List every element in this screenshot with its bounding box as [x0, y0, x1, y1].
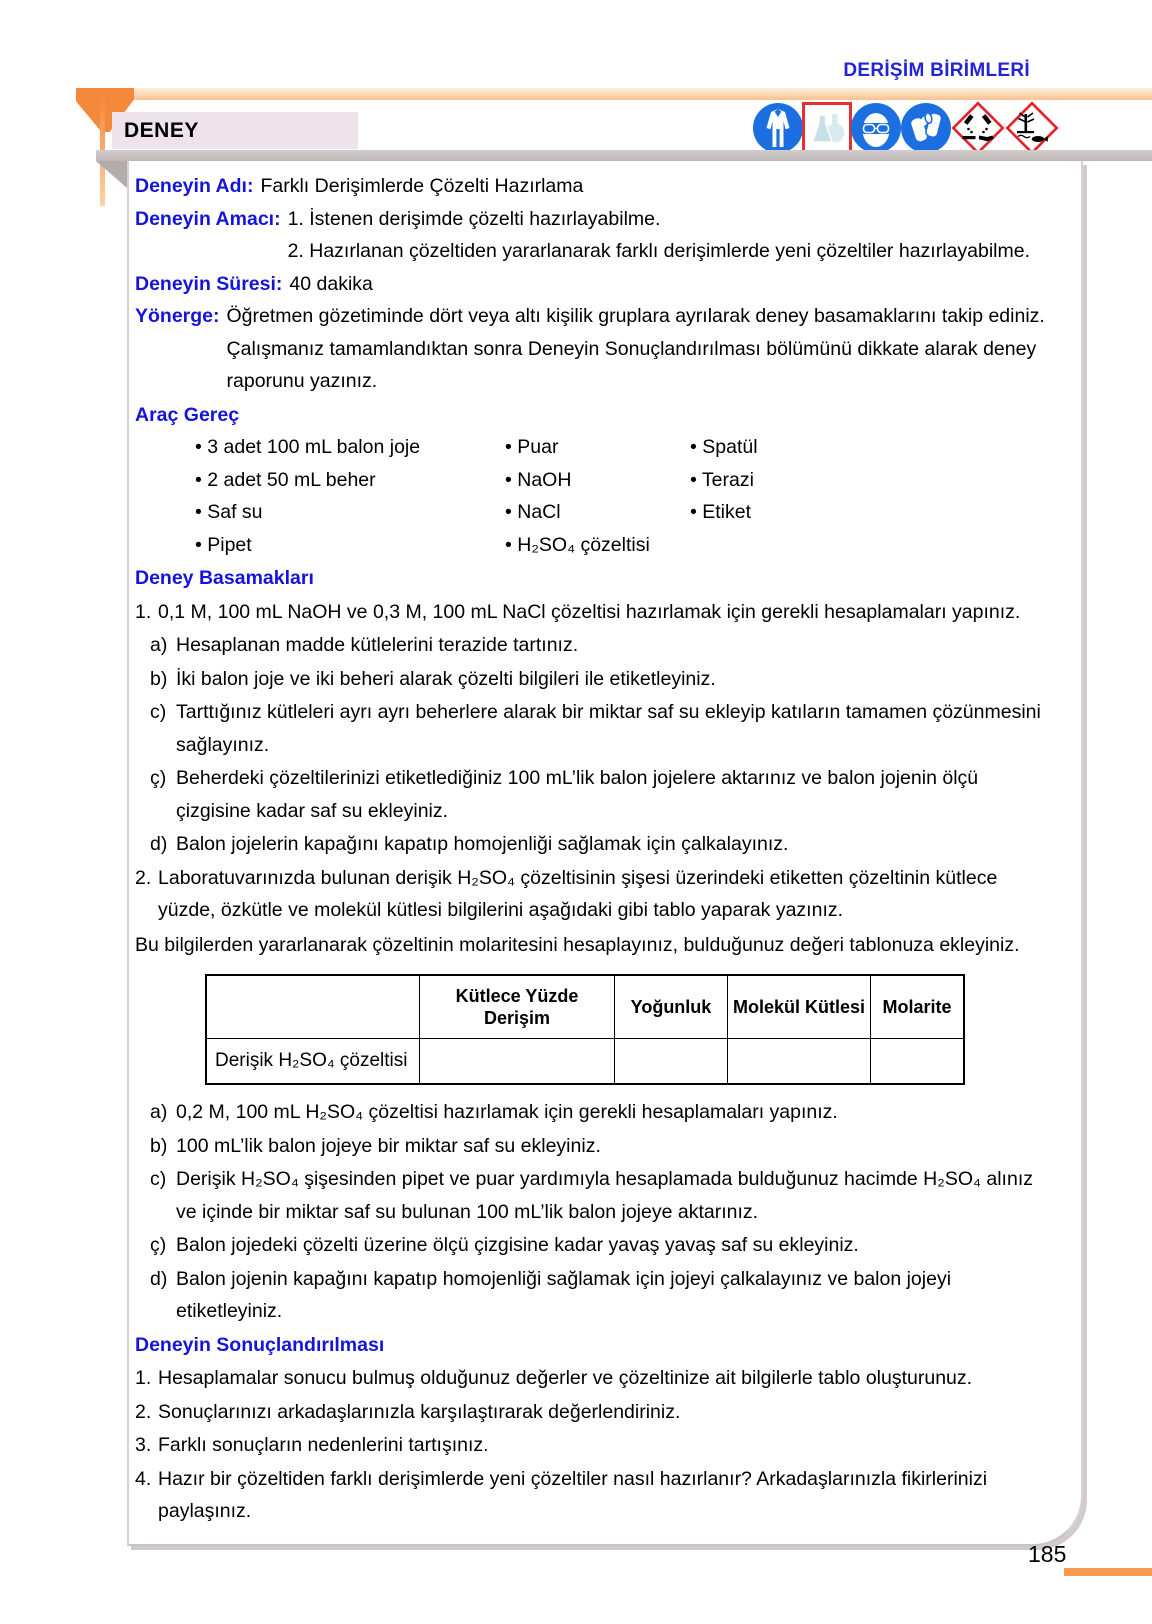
material-item: • Spatül — [690, 431, 758, 464]
step-marker: ç) — [150, 1234, 167, 1256]
table-cell-density — [615, 1039, 728, 1085]
molarity-note: Bu bilgilerden yararlanarak çözeltinin molaritesini hesaplayınız, bulduğunuz değeri tablonuza ekleyiniz. — [135, 933, 1020, 956]
section-title: DENEY — [124, 118, 199, 142]
step-marker: a) — [150, 1101, 168, 1123]
material-item: • NaCl — [505, 496, 690, 529]
step-item — [150, 828, 1047, 861]
table-row — [206, 1039, 964, 1085]
step-text: Hesaplanan madde kütlelerini terazide tartınız. — [176, 634, 579, 656]
experiment-directive-row — [135, 300, 1047, 398]
table-header-empty — [206, 975, 420, 1039]
step-marker: c) — [150, 1168, 167, 1190]
environmental-hazard-icon — [1004, 100, 1060, 156]
experiment-name-label: Deneyin Adı: — [135, 175, 254, 197]
table-cell-mass-percent — [420, 1039, 615, 1085]
step-item — [150, 1163, 1047, 1228]
h2so4-data-table — [205, 974, 965, 1085]
table-header-molarity: Molarite — [871, 975, 965, 1039]
step-marker: d) — [150, 833, 168, 855]
experiment-purpose-label: Deneyin Amacı: — [135, 207, 281, 230]
steps-title: Deney Basamakları — [135, 567, 314, 589]
step-marker: a) — [150, 634, 168, 656]
step-marker: d) — [150, 1267, 168, 1290]
materials-column-1 — [195, 431, 505, 561]
experiment-duration-label: Deneyin Süresi: — [135, 272, 283, 295]
step-item — [150, 696, 1047, 761]
experiment-directive-label: Yönerge: — [135, 305, 220, 327]
experiment-name-value: Farklı Derişimlerde Çözelti Hazırlama — [260, 175, 584, 197]
bottom-orange-bar — [1064, 1568, 1152, 1576]
purpose-item: 2. Hazırlanan çözeltiden yararlanarak farklı derişimlerde yeni çözeltiler hazırlayabilme. — [287, 240, 1030, 262]
table-cell-molecular-mass — [728, 1039, 871, 1085]
result-text: Hesaplamalar sonucu bulmuş olduğunuz değerler ve çözeltinize ait bilgilerle tablo oluşturunuz. — [158, 1367, 973, 1389]
step-text: Tarttığınız kütleleri ayrı ayrı beherlere alarak bir miktar saf su ekleyip katıların tamamen çözünmesini sağlayınız. — [176, 701, 1041, 756]
material-item: • Puar — [505, 431, 690, 464]
top-orange-bar — [76, 88, 1152, 100]
purpose-item: 1. İstenen derişimde çözelti hazırlayabilme. — [287, 207, 661, 230]
step-marker: c) — [150, 701, 167, 723]
result-marker: 1. — [135, 1367, 152, 1389]
table-cell-molarity — [871, 1039, 965, 1085]
material-item: • NaOH — [505, 464, 690, 497]
step-text: Beherdeki çözeltilerinizi etiketlediğiniz 100 mL’lik balon jojelere aktarınız ve balon jojenin ölçü çizgisine kadar saf su ekleyiniz. — [176, 767, 979, 822]
table-header-density: Yoğunluk — [615, 975, 728, 1039]
safety-icons-row — [752, 100, 1058, 156]
result-text: Sonuçlarınızı arkadaşlarınızla karşılaştırarak değerlendiriniz. — [158, 1400, 681, 1423]
result-item — [135, 1396, 1047, 1429]
page-number: 185 — [1028, 1541, 1067, 1567]
results-list — [135, 1362, 1047, 1528]
protective-gloves-icon — [900, 102, 952, 154]
experiment-panel — [127, 161, 1083, 1546]
result-item — [135, 1463, 1047, 1528]
material-item: • Terazi — [690, 464, 758, 497]
step-item — [150, 663, 1047, 696]
step-marker: 2. — [135, 866, 152, 889]
protective-clothing-icon — [752, 102, 804, 154]
step-text: Laboratuvarınızda bulunan derişik H₂SO₄ çözeltisinin şişesi üzerindeki etiketten çözeltinin kütlece yüzde, özkütle ve molekül kütlesi bilgilerini aşağıdaki gibi tablo yaparak yazınız. — [158, 866, 998, 921]
steps-list-2 — [135, 1096, 1047, 1328]
result-item — [135, 1362, 1047, 1395]
experiment-purpose-row — [135, 203, 1047, 268]
step-marker: b) — [150, 1134, 168, 1157]
corrosive-hazard-icon — [950, 100, 1006, 156]
materials-columns — [195, 431, 1047, 561]
result-marker: 3. — [135, 1434, 152, 1456]
step-text: Balon jojelerin kapağını kapatıp homojenliği sağlamak için çalkalayınız. — [176, 833, 789, 855]
step-item — [150, 1263, 1047, 1328]
materials-title: Araç Gereç — [135, 403, 240, 426]
step-text: İki balon joje ve iki beheri alarak çözelti bilgileri ile etiketleyiniz. — [176, 667, 716, 690]
table-header-row — [206, 975, 964, 1039]
eye-protection-icon — [850, 102, 902, 154]
experiment-directive-value: Öğretmen gözetiminde dört veya altı kişilik gruplara ayrılarak deney basamaklarını takip ediniz. Çalışmanız tamamlandıktan sonra Deneyin Sonuçlandırılması bölümünü dikkate alarak deney raporunu yazınız. — [226, 305, 1045, 392]
material-item: • Saf su — [195, 496, 505, 529]
material-item: • H₂SO₄ çözeltisi — [505, 529, 690, 562]
material-item: • Pipet — [195, 529, 505, 562]
table-header-mass-percent: Kütlece Yüzde Derişim — [420, 975, 615, 1039]
step-item — [135, 596, 1047, 629]
section-title-box — [112, 112, 358, 149]
step-item — [150, 1096, 1047, 1129]
step-text: Balon jojenin kapağını kapatıp homojenliği sağlamak için jojeyi çalkalayınız ve balon jojeyi etiketleyiniz. — [176, 1267, 952, 1322]
table-header-molecular-mass: Molekül Kütlesi — [728, 975, 871, 1039]
result-text: Hazır bir çözeltiden farklı derişimlerde yeni çözeltiler nasıl hazırlanır? Arkadaşlarınızla fikirlerinizi paylaşınız. — [158, 1467, 988, 1522]
step-item — [150, 1229, 1047, 1262]
step-item — [150, 1130, 1047, 1163]
result-text: Farklı sonuçların nedenlerini tartışınız. — [158, 1434, 489, 1456]
glassware-icon — [802, 102, 852, 154]
materials-column-3 — [690, 431, 758, 561]
experiment-purpose-list — [288, 203, 1047, 268]
material-item: • 3 adet 100 mL balon joje — [195, 431, 505, 464]
results-title: Deneyin Sonuçlandırılması — [135, 1333, 385, 1356]
steps-list-1 — [135, 596, 1047, 927]
step-marker: b) — [150, 667, 168, 690]
experiment-duration-row — [135, 268, 1047, 301]
step-marker: 1. — [135, 600, 152, 623]
materials-column-2 — [505, 431, 690, 561]
result-marker: 4. — [135, 1467, 152, 1490]
panel-top-bar — [96, 150, 1152, 161]
material-item: • Etiket — [690, 496, 758, 529]
result-marker: 2. — [135, 1400, 152, 1423]
step-text: Balon jojedeki çözelti üzerine ölçü çizgisine kadar yavaş yavaş saf su ekleyiniz. — [176, 1234, 859, 1256]
experiment-name-row — [135, 170, 1047, 203]
step-marker: ç) — [150, 767, 167, 789]
table-cell-substance: Derişik H₂SO₄ çözeltisi — [206, 1039, 420, 1085]
experiment-duration-value: 40 dakika — [289, 272, 373, 295]
step-text: Derişik H₂SO₄ şişesinden pipet ve puar yardımıyla hesaplamada bulduğunuz hacimde H₂SO₄ alınız ve içinde bir miktar saf su bulunan 100 mL’lik balon jojeye aktarınız. — [176, 1168, 1033, 1223]
step-text: 0,2 M, 100 mL H₂SO₄ çözeltisi hazırlamak için gerekli hesaplamaları yapınız. — [176, 1101, 838, 1123]
result-item — [135, 1429, 1047, 1462]
page-kicker: DERİŞİM BİRİMLERİ — [843, 60, 1030, 81]
step-text: 100 mL’lik balon jojeye bir miktar saf su ekleyiniz. — [176, 1134, 601, 1157]
step-item — [135, 862, 1047, 927]
step-text: 0,1 M, 100 mL NaOH ve 0,3 M, 100 mL NaCl çözeltisi hazırlamak için gerekli hesaplamaları yapınız. — [158, 600, 1021, 623]
step-item — [150, 762, 1047, 827]
step-item — [150, 629, 1047, 662]
material-item: • 2 adet 50 mL beher — [195, 464, 505, 497]
